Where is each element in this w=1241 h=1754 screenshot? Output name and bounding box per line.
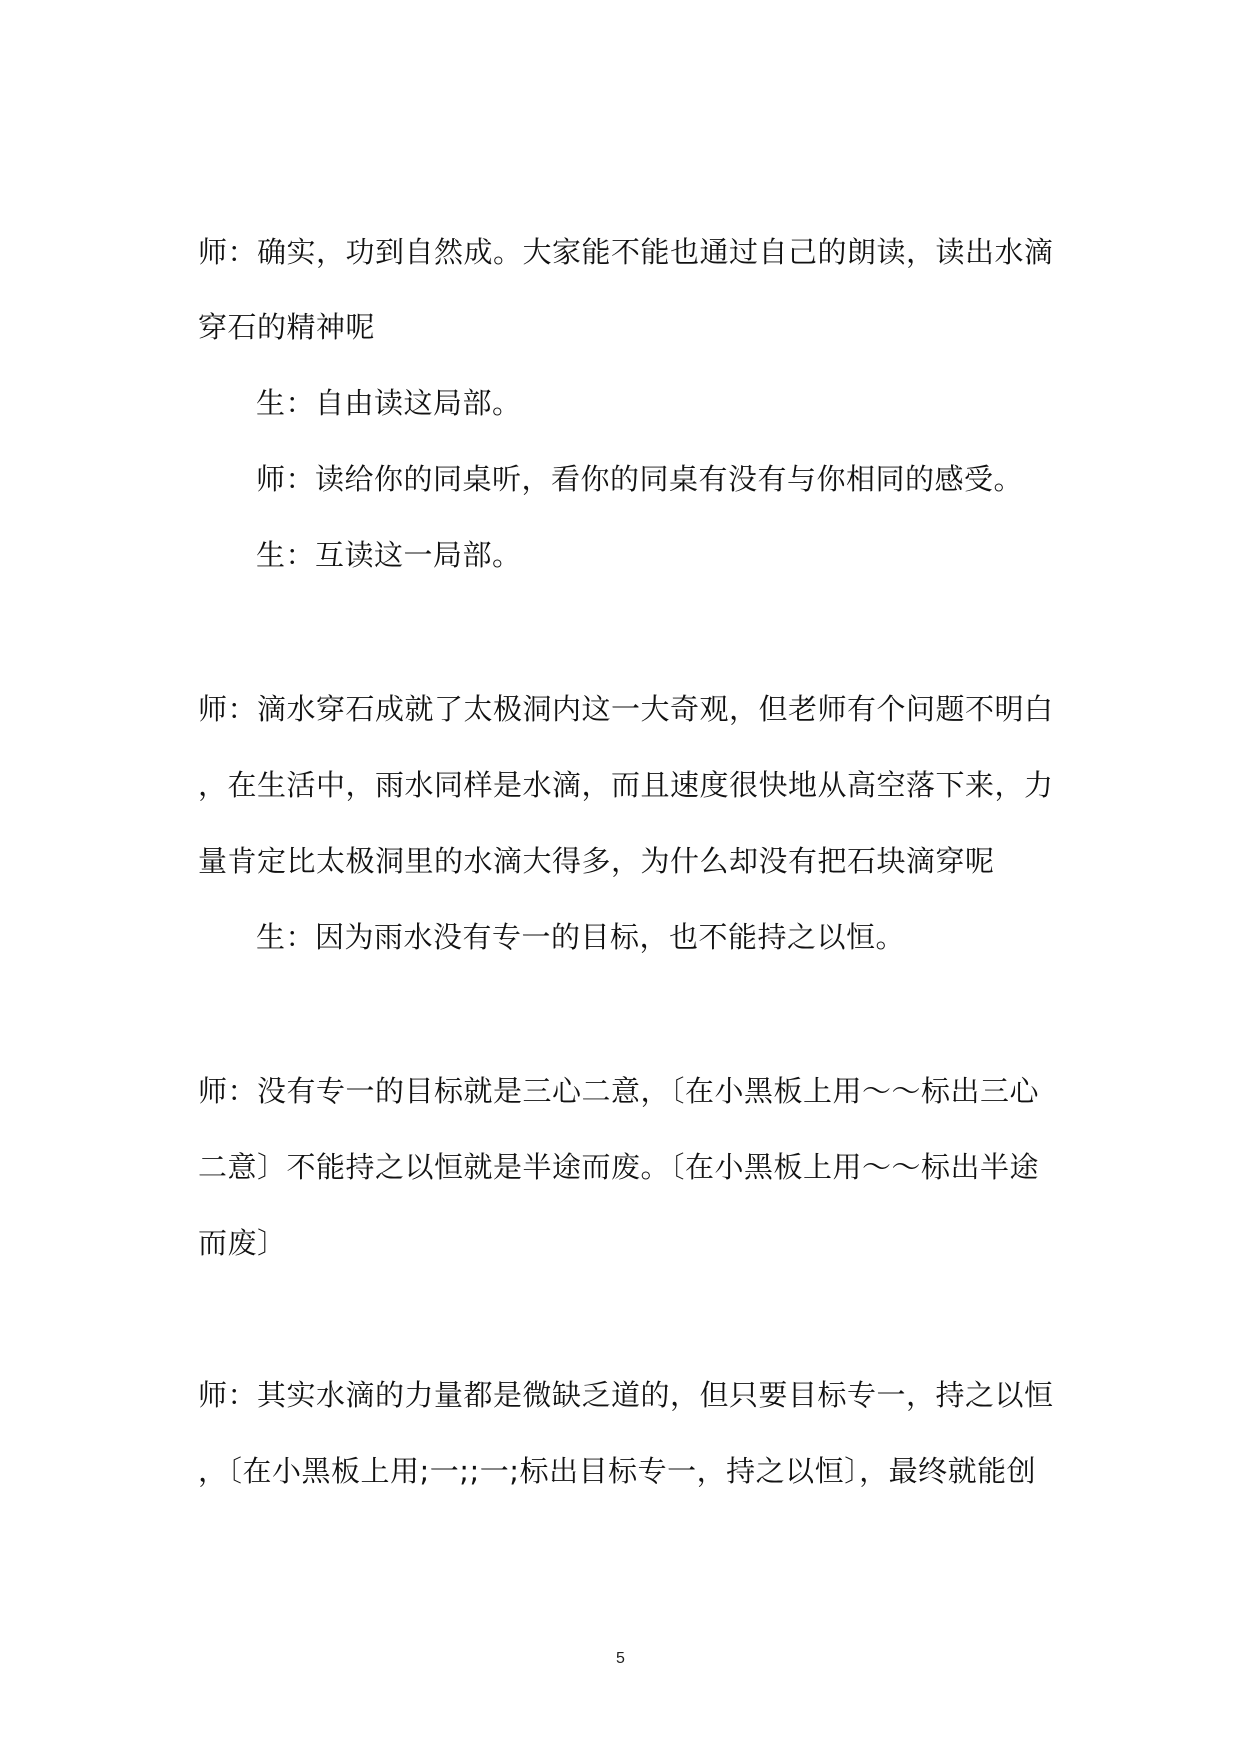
paragraph-8-line-1: 师：其实水滴的力量都是微缺乏道的，但只要目标专一，持之以恒: [198, 1378, 1054, 1412]
paragraph-4-line-1: 生：互读这一局部。: [256, 538, 522, 572]
paragraph-5-line-1: 师：滴水穿石成就了太极洞内这一大奇观，但老师有个问题不明白: [198, 692, 1054, 726]
paragraph-6-line-1: 生：因为雨水没有专一的目标，也不能持之以恒。: [256, 920, 906, 954]
paragraph-7-line-2: 二意〕不能持之以恒就是半途而废。〔在小黑板上用～～标出半途: [198, 1150, 1040, 1184]
paragraph-3-line-1: 师：读给你的同桌听，看你的同桌有没有与你相同的感受。: [256, 462, 1024, 496]
paragraph-1-line-1: 师：确实，功到自然成。大家能不能也通过自己的朗读，读出水滴: [198, 235, 1054, 269]
paragraph-5-line-3: 量肯定比太极洞里的水滴大得多，为什么却没有把石块滴穿呢: [198, 844, 995, 878]
paragraph-7-line-1: 师：没有专一的目标就是三心二意，〔在小黑板上用～～标出三心: [198, 1074, 1040, 1108]
paragraph-8-line-2: ，〔在小黑板上用;一;;一;标出目标专一，持之以恒〕，最终就能创: [198, 1454, 1037, 1488]
paragraph-2-line-1: 生：自由读这局部。: [256, 386, 522, 420]
paragraph-5-line-2: ，在生活中，雨水同样是水滴，而且速度很快地从高空落下来，力: [198, 768, 1054, 802]
page-number: 5: [616, 1650, 625, 1667]
paragraph-7-line-3: 而废〕: [198, 1226, 287, 1260]
paragraph-1-line-2: 穿石的精神呢: [198, 310, 376, 344]
